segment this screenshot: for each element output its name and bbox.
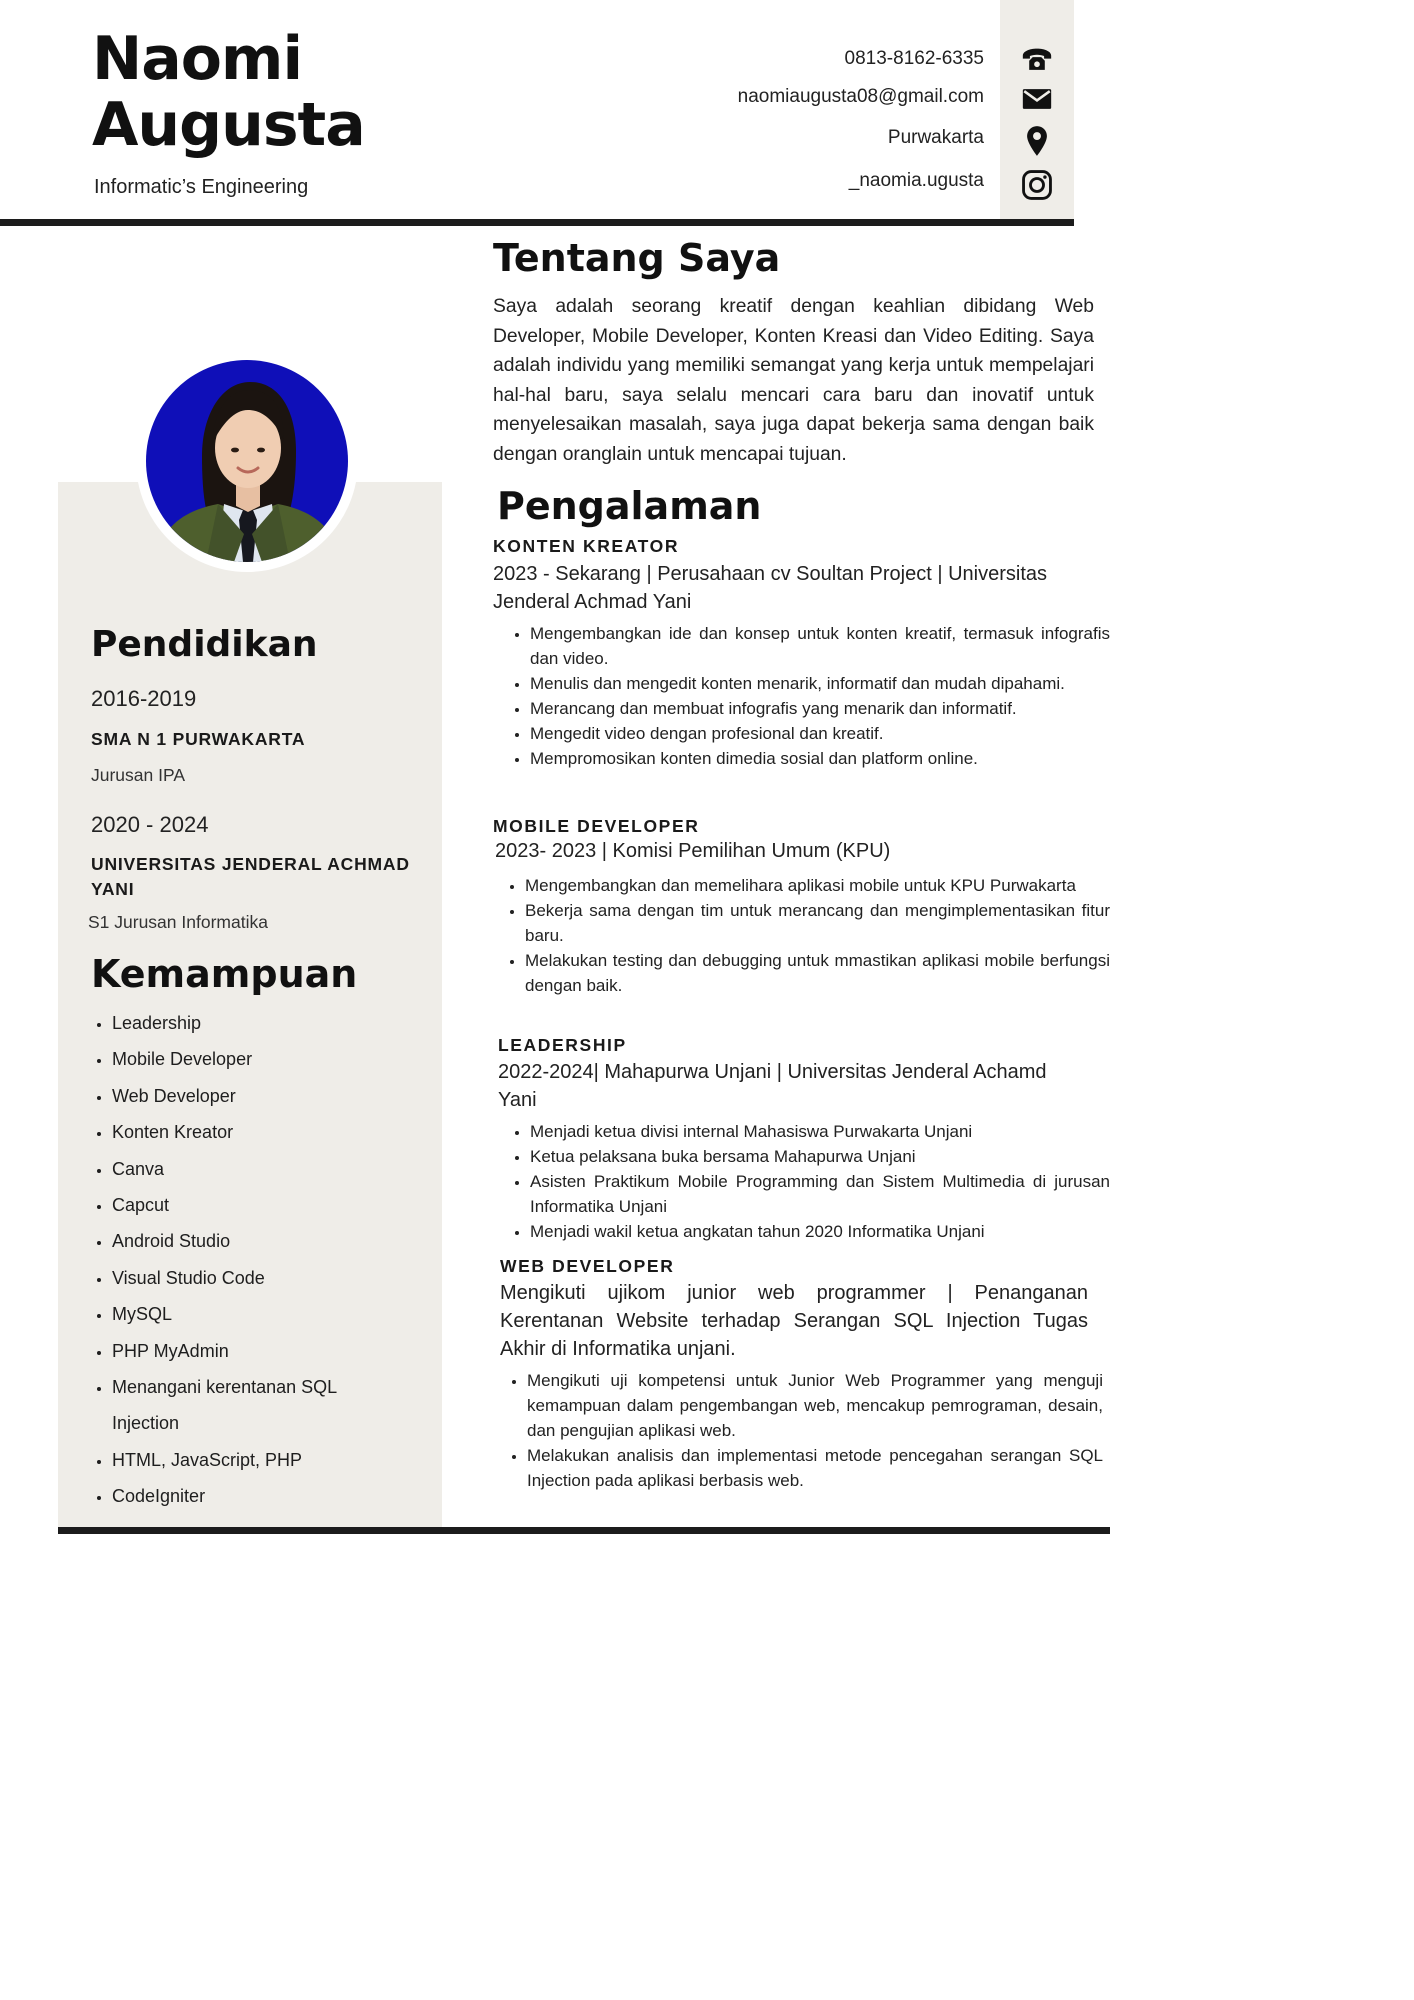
header-divider bbox=[0, 219, 1074, 226]
job-meta: Mengikuti ujikom junior web programmer | Penanganan Kerentanan Website terhadap Serangan SQL Injection Tugas Akhir di Informatika unjani. bbox=[500, 1282, 1088, 1360]
skill-item: • Capcut bbox=[112, 1187, 352, 1223]
job-title: WEB DEVELOPER bbox=[500, 1256, 675, 1276]
job-meta: 2023 - Sekarang | Perusahaan cv Soultan Project | Universitas Jenderal Achmad Yani bbox=[493, 563, 1048, 613]
skill-item: • Mobile Developer bbox=[112, 1041, 352, 1077]
education-1-years: 2016-2019 bbox=[91, 686, 197, 711]
first-name: Naomi bbox=[92, 24, 303, 94]
job-title: LEADERSHIP bbox=[498, 1035, 627, 1055]
mail-icon bbox=[1018, 80, 1056, 118]
job-meta: 2023- 2023 | Komisi Pemilihan Umum (KPU) bbox=[495, 840, 891, 862]
skill-item: • CodeIgniter bbox=[112, 1478, 352, 1514]
last-name: Augusta bbox=[92, 90, 365, 160]
list-item: • Ketua pelaksana buka bersama Mahapurwa Unjani bbox=[530, 1144, 1110, 1169]
list-item: • Menjadi wakil ketua angkatan tahun 2020 Informatika Unjani bbox=[530, 1219, 1110, 1244]
skills-list bbox=[90, 1005, 352, 1514]
skill-item: • HTML, JavaScript, PHP bbox=[112, 1442, 352, 1478]
job-title: KONTEN KREATOR bbox=[493, 536, 680, 556]
skill-item: • Konten Kreator bbox=[112, 1114, 352, 1150]
education-1-school: SMA N 1 PURWAKARTA bbox=[91, 729, 306, 749]
education-title: Pendidikan bbox=[91, 624, 318, 665]
job-subtitle: Informatic’s Engineering bbox=[94, 176, 309, 198]
contact-email[interactable]: naomiaugusta08@gmail.com bbox=[737, 86, 984, 107]
skill-item: • Web Developer bbox=[112, 1078, 352, 1114]
skill-item: • Menangani kerentanan SQL Injection bbox=[112, 1369, 352, 1442]
phone-icon bbox=[1018, 41, 1056, 79]
list-item: • Bekerja sama dengan tim untuk merancang dan mengimplementasikan fitur baru. bbox=[525, 898, 1110, 948]
skill-item: • Android Studio bbox=[112, 1223, 352, 1259]
list-item: • Melakukan testing dan debugging untuk mmastikan aplikasi mobile berfungsi dengan baik. bbox=[525, 948, 1110, 998]
location-pin-icon bbox=[1018, 122, 1056, 160]
job-bullets bbox=[510, 1119, 1110, 1244]
list-item: • Mengembangkan dan memelihara aplikasi mobile untuk KPU Purwakarta bbox=[525, 873, 1110, 898]
contact-phone[interactable]: 0813-8162-6335 bbox=[844, 48, 984, 69]
list-item: • Mengikuti uji kompetensi untuk Junior Web Programmer yang menguji kemampuan dalam pengembangan web, mencakup pemrograman, desain, dan pengujian aplikasi web. bbox=[527, 1368, 1103, 1443]
education-2-years: 2020 - 2024 bbox=[91, 812, 209, 837]
experience-item-2 bbox=[493, 816, 1110, 998]
skill-item: • Canva bbox=[112, 1151, 352, 1187]
contact-location: Purwakarta bbox=[887, 127, 984, 148]
header bbox=[0, 0, 1120, 226]
full-name bbox=[92, 26, 365, 158]
job-bullets bbox=[505, 873, 1110, 998]
job-bullets bbox=[507, 1368, 1103, 1493]
skill-item: • MySQL bbox=[112, 1296, 352, 1332]
profile-photo bbox=[146, 360, 348, 562]
experience-title: Pengalaman bbox=[497, 484, 762, 528]
skill-item: • Visual Studio Code bbox=[112, 1260, 352, 1296]
list-item: • Melakukan analisis dan implementasi metode pencegahan serangan SQL Injection pada aplikasi berbasis web. bbox=[527, 1443, 1103, 1493]
skills-title: Kemampuan bbox=[91, 952, 358, 996]
experience-item-4 bbox=[500, 1256, 1103, 1493]
list-item: • Mempromosikan konten dimedia sosial dan platform online. bbox=[530, 746, 1110, 771]
instagram-icon bbox=[1018, 166, 1056, 204]
list-item: • Mengedit video dengan profesional dan kreatif. bbox=[530, 721, 1110, 746]
job-meta: 2022-2024| Mahapurwa Unjani | Universitas Jenderal Achamd Yani bbox=[498, 1061, 1047, 1111]
list-item: • Merancang dan membuat infografis yang menarik dan informatif. bbox=[530, 696, 1110, 721]
education-1-major: Jurusan IPA bbox=[91, 765, 186, 785]
experience-item-3 bbox=[498, 1035, 1110, 1244]
contact-instagram[interactable]: _naomia.ugusta bbox=[848, 170, 984, 191]
list-item: • Menulis dan mengedit konten menarik, informatif dan mudah dipahami. bbox=[530, 671, 1110, 696]
education-2-school: UNIVERSITAS JENDERAL ACHMAD YANI bbox=[91, 854, 410, 899]
list-item: • Asisten Praktikum Mobile Programming dan Sistem Multimedia di jurusan Informatika Unjani bbox=[530, 1169, 1110, 1219]
list-item: • Mengembangkan ide dan konsep untuk konten kreatif, termasuk infografis dan video. bbox=[530, 621, 1110, 671]
education-2-major: S1 Jurusan Informatika bbox=[88, 912, 268, 932]
experience-item-1 bbox=[493, 536, 1110, 771]
about-title: Tentang Saya bbox=[493, 236, 781, 280]
list-item: • Menjadi ketua divisi internal Mahasiswa Purwakarta Unjani bbox=[530, 1119, 1110, 1144]
footer-divider bbox=[58, 1527, 1110, 1534]
skill-item: • Leadership bbox=[112, 1005, 352, 1041]
job-title: MOBILE DEVELOPER bbox=[493, 816, 700, 836]
skill-item: • PHP MyAdmin bbox=[112, 1333, 352, 1369]
about-text: Saya adalah seorang kreatif dengan keahlian dibidang Web Developer, Mobile Developer, Konten Kreasi dan Video Editing. Saya adalah individu yang memiliki semangat yang kerja untuk mempelajari hal-hal baru, saya selalu mencari cara baru dan inovatif untuk menyelesaikan masalah, saya juga dapat bekerja sama dengan baik dengan oranglain untuk mencapai tujuan. bbox=[493, 296, 1094, 465]
job-bullets bbox=[510, 621, 1110, 771]
